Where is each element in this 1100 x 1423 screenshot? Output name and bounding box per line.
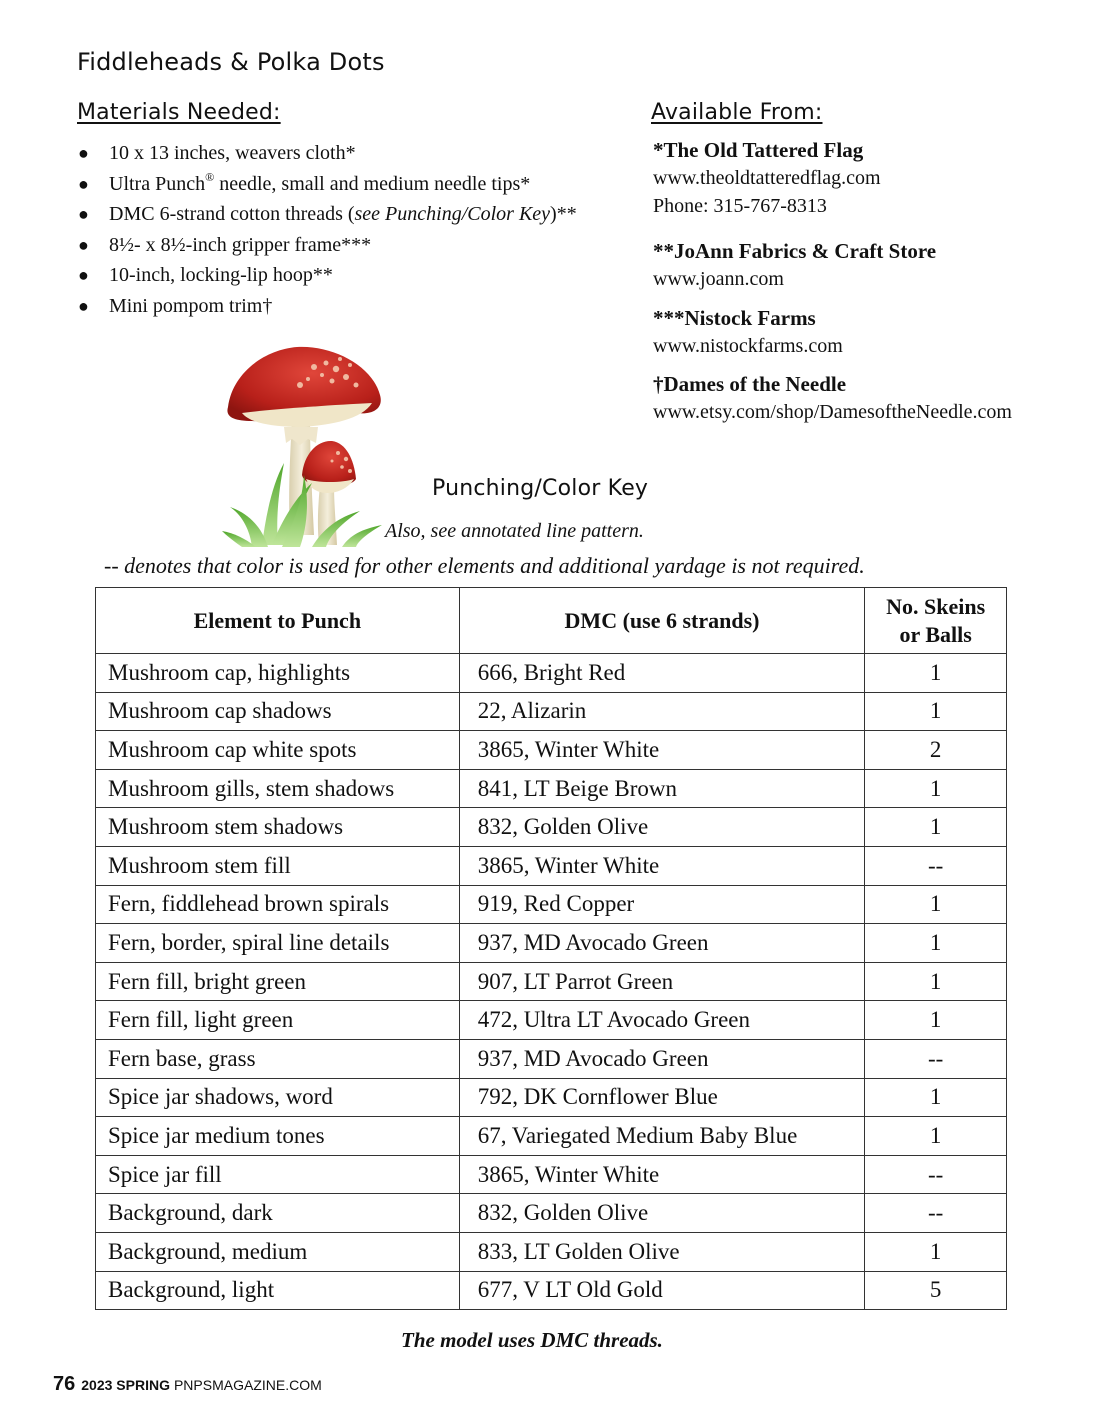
mushroom-illustration-icon bbox=[222, 335, 392, 550]
cell-dmc: 792, DK Cornflower Blue bbox=[459, 1078, 865, 1117]
column-header-element: Element to Punch bbox=[96, 588, 460, 654]
vendor-dames-of-the-needle bbox=[653, 370, 1012, 426]
cell-element: Spice jar fill bbox=[96, 1155, 460, 1194]
cell-dmc: 937, MD Avocado Green bbox=[459, 1039, 865, 1078]
vendor-name: **JoAnn Fabrics & Craft Store bbox=[653, 239, 937, 263]
cell-quantity: 1 bbox=[865, 654, 1007, 693]
cell-quantity: -- bbox=[865, 1194, 1007, 1233]
cell-quantity: 1 bbox=[865, 769, 1007, 808]
materials-item-reference: see Punching/Color Key bbox=[354, 203, 551, 225]
cell-element: Mushroom stem shadows bbox=[96, 808, 460, 847]
vendor-old-tattered-flag bbox=[653, 136, 881, 220]
cell-element: Mushroom cap white spots bbox=[96, 731, 460, 770]
vendor-name: *The Old Tattered Flag bbox=[653, 138, 864, 162]
materials-item bbox=[78, 138, 577, 169]
cell-element: Mushroom cap, highlights bbox=[96, 654, 460, 693]
cell-dmc: 666, Bright Red bbox=[459, 654, 865, 693]
table-row bbox=[96, 1078, 1007, 1117]
materials-item bbox=[78, 291, 577, 322]
column-header-skeins bbox=[865, 588, 1007, 654]
table-row bbox=[96, 1001, 1007, 1040]
materials-list bbox=[78, 138, 577, 321]
cell-quantity: 5 bbox=[865, 1271, 1007, 1310]
table-row bbox=[96, 1271, 1007, 1310]
cell-element: Mushroom cap shadows bbox=[96, 692, 460, 731]
bullet-icon: ● bbox=[78, 295, 89, 316]
cell-dmc: 937, MD Avocado Green bbox=[459, 924, 865, 963]
bullet-icon: ● bbox=[78, 204, 89, 224]
color-key-legend-note: -- denotes that color is used for other elements and additional yardage is not required. bbox=[104, 553, 865, 578]
materials-item bbox=[78, 230, 577, 261]
cell-element: Mushroom stem fill bbox=[96, 846, 460, 885]
materials-item-text: 8½- x 8½-inch gripper frame*** bbox=[109, 233, 372, 256]
table-row bbox=[96, 1194, 1007, 1233]
materials-item-text: Mini pompom trim† bbox=[109, 294, 273, 317]
website-label: PNPSMAGAZINE.COM bbox=[173, 1377, 322, 1393]
page-number: 76 bbox=[53, 1373, 76, 1395]
materials-item-text: DMC 6-strand cotton threads ( bbox=[109, 203, 355, 225]
cell-quantity: 1 bbox=[865, 1232, 1007, 1271]
cell-element: Fern, border, spiral line details bbox=[96, 924, 460, 963]
cell-dmc: 841, LT Beige Brown bbox=[459, 769, 865, 808]
cell-dmc: 472, Ultra LT Avocado Green bbox=[459, 1001, 865, 1040]
cell-dmc: 832, Golden Olive bbox=[459, 1194, 865, 1233]
vendor-url[interactable]: www.nistockfarms.com bbox=[653, 335, 843, 357]
table-footnote: The model uses DMC threads. bbox=[401, 1328, 663, 1352]
cell-element: Mushroom gills, stem shadows bbox=[96, 769, 460, 808]
cell-element: Background, medium bbox=[96, 1232, 460, 1271]
vendor-name: ***Nistock Farms bbox=[653, 306, 816, 330]
table-row bbox=[96, 692, 1007, 731]
table-row bbox=[96, 808, 1007, 847]
cell-element: Fern fill, bright green bbox=[96, 962, 460, 1001]
bullet-icon: ● bbox=[78, 234, 89, 255]
column-header-skeins-line1: No. Skeins bbox=[886, 593, 986, 619]
registered-mark: ® bbox=[205, 169, 215, 184]
cell-quantity: 1 bbox=[865, 1001, 1007, 1040]
cell-element: Fern fill, light green bbox=[96, 1001, 460, 1040]
materials-item-text: )** bbox=[550, 203, 577, 225]
materials-item bbox=[78, 199, 577, 230]
cell-dmc: 832, Golden Olive bbox=[459, 808, 865, 847]
cell-quantity: 1 bbox=[865, 1078, 1007, 1117]
cell-quantity: 1 bbox=[865, 692, 1007, 731]
cell-dmc: 67, Variegated Medium Baby Blue bbox=[459, 1117, 865, 1156]
table-header-row bbox=[96, 588, 1007, 654]
issue-label: 2023 SPRING bbox=[81, 1377, 170, 1393]
cell-quantity: 1 bbox=[865, 808, 1007, 847]
table-row bbox=[96, 769, 1007, 808]
cell-dmc: 677, V LT Old Gold bbox=[459, 1271, 865, 1310]
color-key-heading: Punching/Color Key bbox=[432, 476, 649, 501]
cell-element: Spice jar shadows, word bbox=[96, 1078, 460, 1117]
table-row bbox=[96, 1232, 1007, 1271]
bullet-icon: ● bbox=[78, 173, 89, 194]
page-title: Fiddleheads & Polka Dots bbox=[77, 48, 385, 76]
bullet-icon: ● bbox=[78, 265, 89, 285]
cell-quantity: -- bbox=[865, 1039, 1007, 1078]
vendor-url[interactable]: www.joann.com bbox=[653, 268, 784, 290]
cell-dmc: 22, Alizarin bbox=[459, 692, 865, 731]
vendor-url[interactable]: www.theoldtatteredflag.com bbox=[653, 167, 881, 189]
table-row bbox=[96, 962, 1007, 1001]
cell-dmc: 3865, Winter White bbox=[459, 1155, 865, 1194]
page-footer bbox=[53, 1373, 322, 1396]
table-row bbox=[96, 924, 1007, 963]
cell-element: Background, light bbox=[96, 1271, 460, 1310]
cell-quantity: 1 bbox=[865, 1117, 1007, 1156]
cell-element: Background, dark bbox=[96, 1194, 460, 1233]
cell-quantity: -- bbox=[865, 846, 1007, 885]
materials-item bbox=[78, 260, 577, 291]
cell-quantity: 2 bbox=[865, 731, 1007, 770]
cell-dmc: 3865, Winter White bbox=[459, 846, 865, 885]
vendor-joann bbox=[653, 237, 936, 293]
table-row bbox=[96, 654, 1007, 693]
table-row bbox=[96, 1155, 1007, 1194]
column-header-dmc: DMC (use 6 strands) bbox=[459, 588, 865, 654]
cell-dmc: 907, LT Parrot Green bbox=[459, 962, 865, 1001]
available-heading: Available From: bbox=[651, 100, 823, 125]
materials-item-text: 10 x 13 inches, weavers cloth* bbox=[109, 142, 356, 164]
table-row bbox=[96, 885, 1007, 924]
cell-dmc: 833, LT Golden Olive bbox=[459, 1232, 865, 1271]
cell-dmc: 919, Red Copper bbox=[459, 885, 865, 924]
vendor-url[interactable]: www.etsy.com/shop/DamesoftheNeedle.com bbox=[653, 401, 1012, 423]
table-row bbox=[96, 1117, 1007, 1156]
cell-dmc: 3865, Winter White bbox=[459, 731, 865, 770]
materials-heading: Materials Needed: bbox=[77, 100, 281, 125]
cell-element: Spice jar medium tones bbox=[96, 1117, 460, 1156]
bullet-icon: ● bbox=[78, 143, 89, 163]
cell-element: Fern base, grass bbox=[96, 1039, 460, 1078]
column-header-skeins-line2: or Balls bbox=[899, 621, 972, 647]
cell-element: Fern, fiddlehead brown spirals bbox=[96, 885, 460, 924]
table-row bbox=[96, 846, 1007, 885]
color-key-note: Also, see annotated line pattern. bbox=[385, 520, 644, 542]
vendor-nistock-farms bbox=[653, 304, 843, 360]
table-row bbox=[96, 1039, 1007, 1078]
materials-item bbox=[78, 169, 577, 200]
table-row bbox=[96, 731, 1007, 770]
vendor-name: †Dames of the Needle bbox=[653, 372, 847, 396]
vendor-phone: Phone: 315-767-8313 bbox=[653, 195, 827, 217]
color-key-table bbox=[95, 587, 1007, 1310]
materials-item-text: 10-inch, locking-lip hoop** bbox=[109, 264, 333, 286]
cell-quantity: 1 bbox=[865, 962, 1007, 1001]
cell-quantity: 1 bbox=[865, 885, 1007, 924]
materials-item-text: needle, small and medium needle tips* bbox=[214, 172, 531, 195]
cell-quantity: 1 bbox=[865, 924, 1007, 963]
materials-item-text: Ultra Punch bbox=[109, 172, 206, 195]
cell-quantity: -- bbox=[865, 1155, 1007, 1194]
